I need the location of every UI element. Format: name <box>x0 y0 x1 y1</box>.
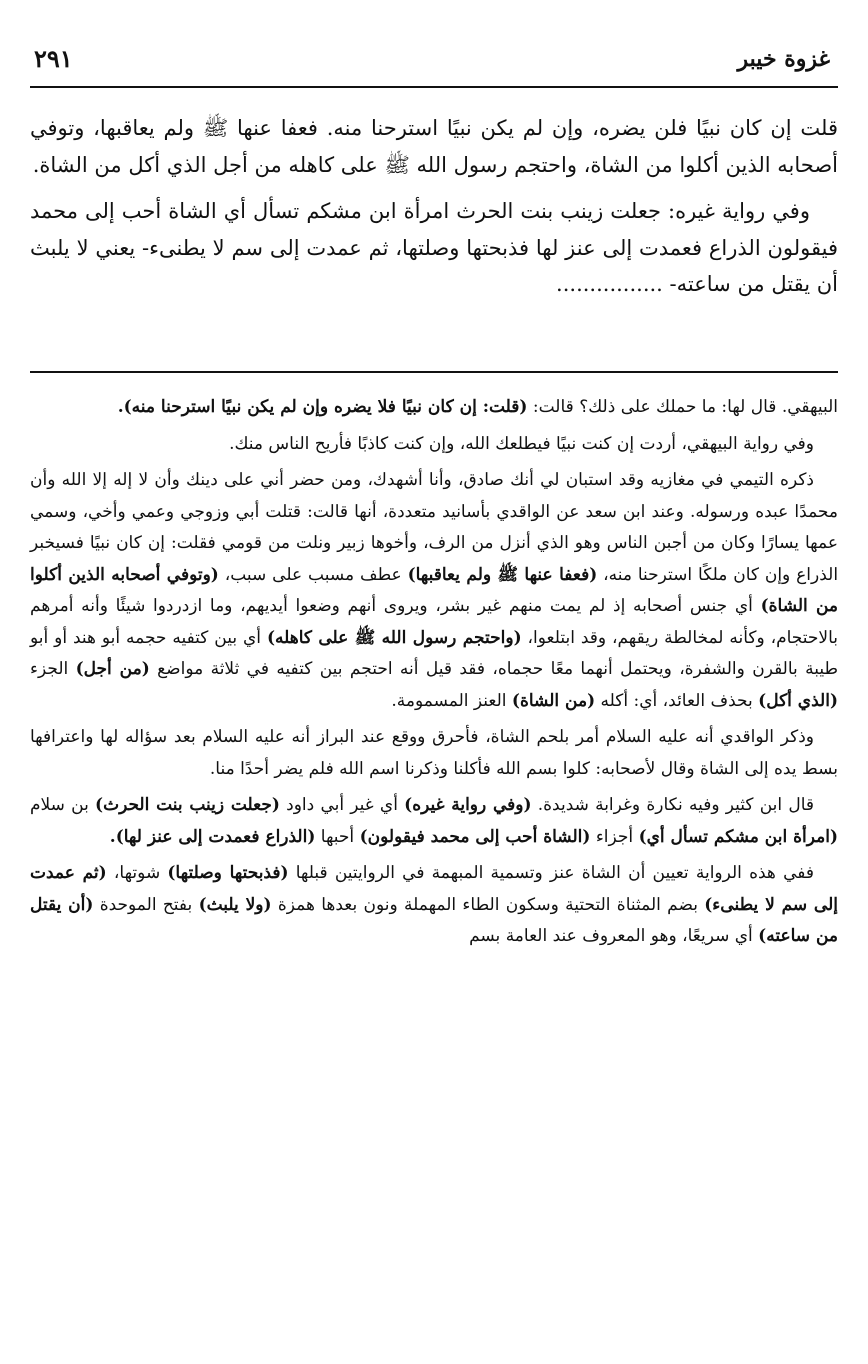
commentary-text-run: ذكره التيمي في مغازيه وقد استبان لي أنك صادق، وأنا أشهدك، ومن حضر أني على دينك وأن لا إله إلا الله وأن محمدًا عبده ورسوله. وعند ابن سعد عن الواقدي بأسانيد متعددة، أنها قالت: قتلت أبي وزوجي وعمي وأخي، وسمي عمها يسارًا وكان من أجبن الناس وهو الذي أنزل من الرف، وأخوها زبير ونلت من قومي فقلت: إن كان نبيًا فسيخبر الذراع وإن كان ملكًا استرحنا منه، <box>30 470 839 585</box>
quoted-text: (جعلت زينب بنت الحرث) <box>95 795 280 815</box>
quoted-text: (الشاة أحب إلى محمد فيقولون) <box>359 826 591 847</box>
quoted-text: (من أجل) <box>75 659 150 679</box>
commentary-text <box>30 392 838 1352</box>
commentary-text-run: قال ابن كثير وفيه نكارة وغرابة شديدة. <box>537 795 814 815</box>
commentary-paragraph-6 <box>30 858 838 953</box>
quoted-text: (قلت: إن كان نبيًا فلا يضره وإن لم يكن نبيًا استرحنا منه). <box>117 397 528 417</box>
commentary-divider <box>30 371 838 373</box>
chapter-title: غزوة خيبر <box>737 46 830 72</box>
quoted-text: (ثم عمدت إلى سم لا يطنىء) <box>30 863 838 915</box>
commentary-text-run: أي سريعًا، وهو المعروف عند العامة بسم <box>469 926 753 946</box>
commentary-text-run: الجزء <box>30 659 69 679</box>
commentary-text-run: العنز المسمومة. <box>391 690 507 711</box>
commentary-text-run: أي بين كتفيه حجمه أبو هند أو أبو طيبة بالقرن والشفرة، ويحتمل أنهما معًا حجماه، فقد قيل أنه احتجم بين كتفيه في ثلاثة مواضع <box>30 627 839 679</box>
commentary-paragraph-2: وفي رواية البيهقي، أردت إن كنت نبيًا فيطلعك الله، وإن كنت كاذبًا فأريح الناس منك. <box>229 433 814 454</box>
commentary-paragraph-5 <box>30 790 838 853</box>
quoted-text: (فعفا عنها ﷺ ولم يعاقبها) <box>407 564 598 585</box>
main-paragraph-2-text: وفي رواية غيره: جعلت زينب بنت الحرث امرأة ابن مشكم تسأل أي الشاة أحب إلى محمد فيقولون الذراع فعمدت إلى عنز لها فذبحتها وصلتها، ثم عمدت إلى سم لا يطنىء- يعني لا يلبث أن يقتل من ساعته- <box>30 199 838 296</box>
quoted-text: (الذي أكل) <box>758 690 838 711</box>
commentary-text-run: بضم المثناة التحتية وسكون الطاء المهملة ونون بعدها همزة <box>277 894 698 915</box>
commentary-text-run: شوتها، <box>113 863 161 883</box>
quoted-text: (الذراع فعمدت إلى عنز لها). <box>109 826 316 847</box>
page-header <box>30 40 838 84</box>
quoted-text: (واحتجم رسول الله ﷺ على كاهله) <box>266 627 522 648</box>
commentary-paragraph-1 <box>30 392 838 424</box>
commentary-paragraph-3 <box>30 465 838 717</box>
main-paragraph-1: قلت إن كان نبيًا فلن يضره، وإن لم يكن نبيًا استرحنا منه. فعفا عنها ﷺ ولم يعاقبها، وتوفي أصحابه الذين أكلوا من الشاة، واحتجم رسول الله ﷺ على كاهله من أجل الذي أكل من الشاة. <box>30 116 838 177</box>
commentary-text-run: أي جنس أصحابه إذ لم يمت منهم غير بشر، ويروى أنهم وضعوا أيديهم، وما ازدردوا شيئًا وأنه أمرهم بالاحتجام، وكأنه لمخالطة ريقهم، وقد ابتلعوا، <box>30 596 839 648</box>
continuation-dots: ................ <box>556 272 663 296</box>
quoted-text: (وفي رواية غيره) <box>404 795 532 815</box>
quoted-text: (فذبحتها وصلتها) <box>167 863 289 883</box>
quoted-text: (ولا يلبث) <box>198 894 272 915</box>
commentary-text-run: بفتح الموحدة <box>99 894 193 915</box>
commentary-text-run: عطف مسبب على سبب، <box>224 564 402 585</box>
quoted-text: (وتوفي أصحابه الذين أكلوا من الشاة) <box>30 564 839 616</box>
quoted-text: (امرأة ابن مشكم تسأل أي) <box>638 826 838 847</box>
commentary-text-run: ففي هذه الرواية تعيين أن الشاة عنز وتسمية المبهمة في الروايتين قبلها <box>295 863 814 883</box>
commentary-text-run: بن سلام <box>30 795 89 815</box>
header-divider <box>30 86 838 88</box>
main-paragraph-2 <box>30 193 838 303</box>
main-text <box>30 110 838 360</box>
commentary-text-run: أجزاء <box>595 826 634 847</box>
commentary-text-run: أحبها <box>320 826 355 847</box>
page-number: ٢٩١ <box>34 44 73 73</box>
commentary-text-run: البيهقي. قال لها: ما حملك على ذلك؟ قالت: <box>532 397 838 417</box>
commentary-text-run: بحذف العائد، أي: أكله <box>600 690 753 711</box>
commentary-text-run: أي غير أبي داود <box>286 795 398 815</box>
quoted-text: (من الشاة) <box>511 690 596 711</box>
commentary-paragraph-4: وذكر الواقدي أنه عليه السلام أمر بلحم الشاة، فأحرق ووقع عند البراز أنه عليه السلام بعد سؤاله لها واعترافها بسط يده إلى الشاة وقال لأصحابه: كلوا بسم الله فأكلنا وذكرنا اسم الله فلم يضر أحدًا منا. <box>30 727 838 779</box>
quoted-text: (أن يقتل من ساعته) <box>30 894 838 946</box>
